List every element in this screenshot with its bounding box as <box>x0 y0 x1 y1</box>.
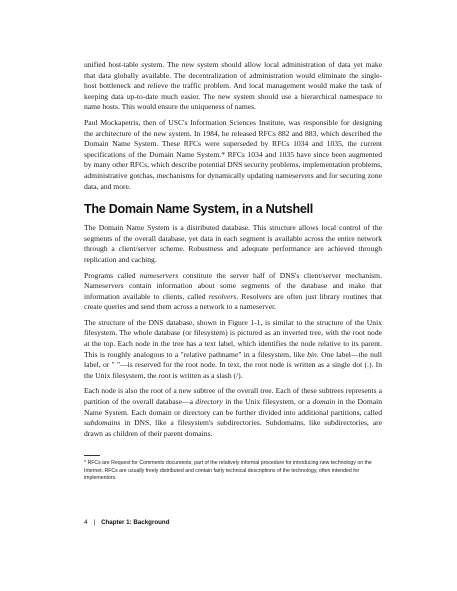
page-footer <box>84 519 169 526</box>
paragraph-3: The Domain Name System is a distributed database. This structure allows local control of the segments of the overall database, yet data in each segment is available across the entire network through a client/server scheme. Robustness and adequate performance are achieved through replication and caching. <box>84 223 382 264</box>
term-nameservers: nameservers <box>139 270 179 280</box>
term-resolvers: resolvers <box>208 291 237 301</box>
paragraph-4-text-a: Programs called <box>84 270 140 280</box>
term-subdomains: subdomains <box>84 418 121 428</box>
paragraph-1: unified host-table system. The new system should allow local administration of data yet make that data globally available. The decentralization of administration would eliminate the single-host bottleneck and relieve the traffic problem. And local management would make the task of keeping data up-to-date much easier. The new system should use a hierarchical namespace to name hosts. This would ensure the uniqueness of names. <box>84 60 382 112</box>
page-body <box>84 60 382 483</box>
paragraph-4-text-c: constitute the server half of DNS's client/server mechanism. Nameservers contain information about some segments of the database and make that information available to clients, called <box>84 270 382 301</box>
paragraph-5-text-a: The structure of the DNS database, shown in Figure 1-1, is similar to the structure of the Unix filesystem. The whole database (or filesystem) is pictured as an inverted tree, with the root node at the top. Each node in the tree has a text label, which identifies the node relative to its parent. This is roughly analogous to a "relative pathname" in a filesystem, like <box>84 317 382 359</box>
paragraph-2: Paul Mockapetris, then of USC's Information Sciences Institute, was responsible for designing the architecture of the new system. In 1984, he released RFCs 882 and 883, which described the Domain Name System. These RFCs were superseded by RFCs 1034 and 1035, the current specifications of the Domain Name System.* RFCs 1034 and 1035 have since been augmented by many other RFCs, which describe potential DNS security problems, implementation problems, administrative gotchas, mechanisms for dynamically updating nameservers and for securing zone data, and more. <box>84 117 382 191</box>
paragraph-6-text-a: Each node is also the root of a new subtree of the overall tree. Each of these subtrees represents a partition of the overall database—a <box>84 386 382 407</box>
paragraph-5 <box>84 318 382 382</box>
paragraph-6-text-c: in the Unix filesystem, or a <box>222 397 313 407</box>
footer-separator: | <box>93 519 96 526</box>
term-bin: bin <box>307 349 317 359</box>
term-directory: directory <box>195 397 223 407</box>
paragraph-6-text-e: in the Domain Name System. Each domain or directory can be further divided into additional partitions, called <box>84 397 383 417</box>
paragraph-6 <box>84 386 382 439</box>
page-number: 4 <box>84 519 88 526</box>
section-heading: The Domain Name System, in a Nutshell <box>84 202 313 217</box>
chapter-label: Chapter 1: Background <box>101 519 170 526</box>
paragraph-5-text-c: . One label—the null label, or " "—is reserved for the root node. In text, the root node is written as a single dot (.). In the Unix filesystem, the root is written as a slash (/). <box>84 349 382 380</box>
footnote-divider <box>84 455 100 456</box>
footnote: * RFCs are Request for Comments documents, part of the relatively informal procedure for introducing new technology on the Internet. RFCs are usually freely distributed and contain fairly technical descriptions of the technology, often intended for implementors. <box>84 460 372 482</box>
paragraph-4-text-e: . Resolvers are often just library routines that create queries and send them across a network to a nameserver. <box>84 291 382 312</box>
paragraph-4 <box>84 271 382 313</box>
paragraph-6-text-g: in DNS, like a filesystem's subdirectories. Subdomains, like subdirectories, are drawn as children of their parent domains. <box>84 418 382 438</box>
term-domain: domain <box>312 397 336 407</box>
